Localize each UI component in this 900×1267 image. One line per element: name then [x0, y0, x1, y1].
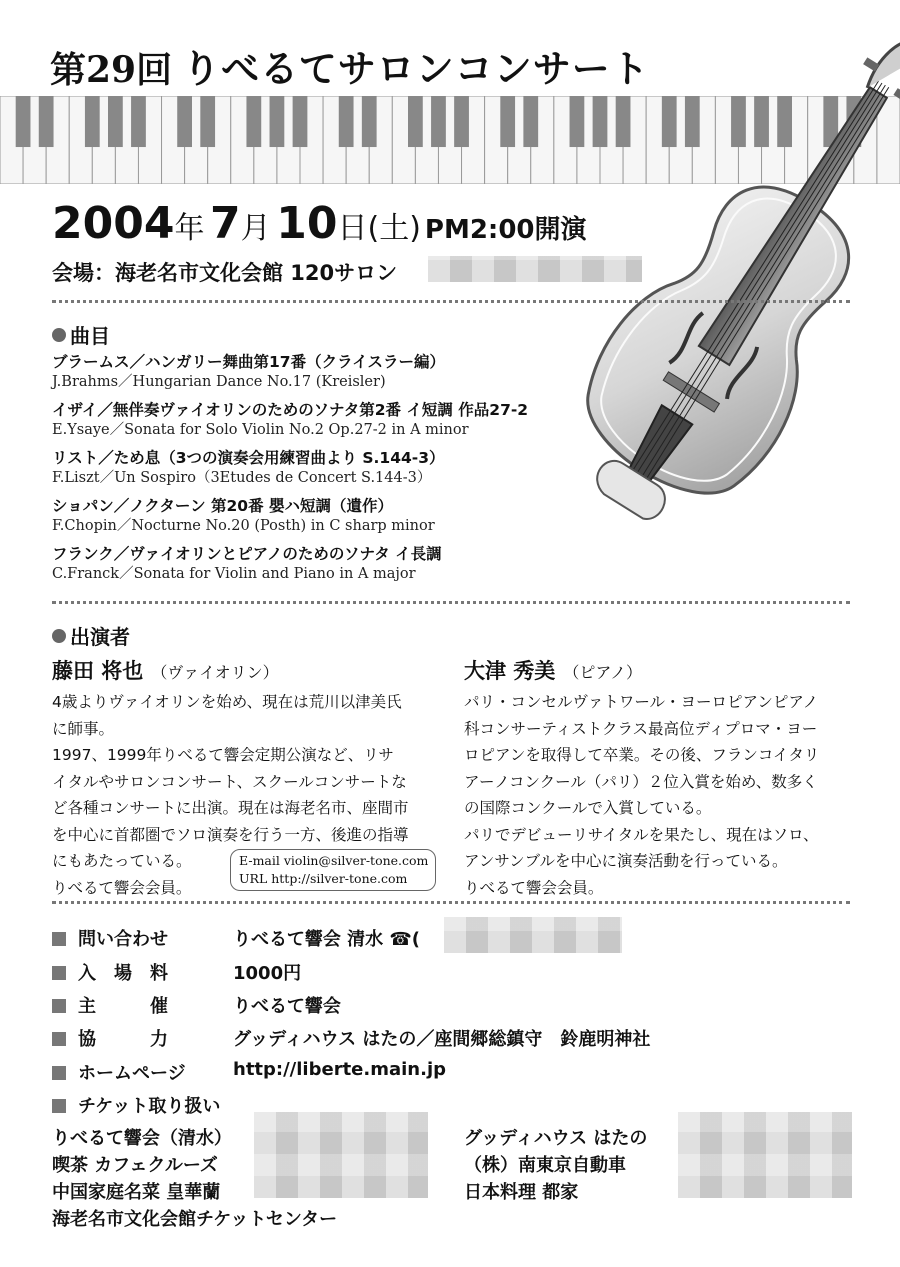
piece-title-en: F.Liszt／Un Sospiro（3Etudes de Concert S.144-3） [52, 470, 432, 486]
black-key [85, 96, 100, 147]
piece-title-jp: ブラームス／ハンガリー舞曲第17番（クライスラー編） [52, 353, 445, 371]
black-key [523, 96, 538, 147]
bio-line: りべるて響会会員。 [464, 878, 604, 897]
url-link[interactable]: URL http://silver-tone.com [239, 871, 408, 886]
black-key [270, 96, 285, 147]
redacted-phone [254, 1112, 428, 1198]
outlet-item: （株）南東京自動車 [464, 1155, 626, 1176]
bio-line: 1997、1999年りべるて響会定期公演など、リサ [52, 746, 394, 764]
piece-title-en: E.Ysaye／Sonata for Solo Violin No.2 Op.27-2 in A minor [52, 422, 469, 438]
black-key [16, 96, 31, 147]
homepage-link[interactable]: http://liberte.main.jp [233, 1059, 446, 1080]
edition-label: 第29回 [50, 49, 173, 91]
organizer-row: 主 催 りべるて響会 [52, 992, 228, 1016]
bio-line: りべるて響会会員。 [52, 878, 192, 897]
piece-title-jp: フランク／ヴァイオリンとピアノのためのソナタ イ長調 [52, 545, 442, 563]
black-key [339, 96, 354, 147]
program-heading: 曲目 [52, 320, 110, 349]
outlet-item: りべるて響会（清水） [52, 1128, 232, 1149]
date-year-suffix: 年 [174, 211, 205, 246]
black-key [362, 96, 377, 147]
outlet-item: 日本料理 都家 [464, 1182, 579, 1203]
bio-line: 4歳よりヴァイオリンを始め、現在は荒川以津美氏 [52, 693, 402, 711]
outlet-item: 喫茶 カフェクルーズ [52, 1155, 218, 1176]
performers-heading: 出演者 [52, 621, 130, 650]
bio-line: イタルやサロンコンサート、スクールコンサートな [52, 772, 407, 791]
black-key [293, 96, 308, 147]
bullet-icon [52, 328, 66, 342]
inquiry-value: りべるて響会 清水 ☎( [233, 929, 420, 950]
support-value: グッディハウス はたの／座間郷総鎮守 鈴鹿明神社 [233, 1029, 651, 1050]
email-link[interactable]: E-mail violin@silver-tone.com [239, 853, 429, 868]
black-key [500, 96, 515, 147]
pianist-bio [464, 689, 864, 901]
bio-line: に師事。 [52, 719, 115, 738]
program-list [52, 352, 612, 592]
bullet-icon [52, 629, 66, 643]
divider [52, 300, 850, 303]
outlet-item: グッディハウス はたの [464, 1128, 648, 1149]
outlet-item: 中国家庭名菜 皇華蘭 [52, 1182, 221, 1203]
redacted-phone [428, 256, 642, 282]
bio-line: 科コンサーティストクラス最高位ディプロマ・ヨー [464, 719, 818, 738]
black-key [108, 96, 123, 147]
pianist-role: （ピアノ） [563, 663, 643, 682]
piece-title-jp: リスト／ため息（3つの演奏会用練習曲より S.144-3） [52, 449, 445, 467]
piece-title-jp: イザイ／無伴奏ヴァイオリンのためのソナタ第2番 イ短調 作品27-2 [52, 401, 529, 419]
divider [52, 601, 850, 604]
redacted-phone [678, 1112, 852, 1198]
piece-title-jp: ショパン／ノクターン 第20番 嬰ハ短調（遺作） [52, 497, 393, 515]
homepage-row: ホームページ http://liberte.main.jp [52, 1059, 228, 1083]
black-key [454, 96, 469, 147]
title-text: りべるてサロンコンサート [182, 47, 650, 91]
bio-line: を中心に首都圏でソロ演奏を行う一方、後進の指導 [52, 825, 409, 844]
support-row: 協 力 グッディハウス はたの／座間郷総鎮守 鈴鹿明神社 [52, 1025, 228, 1049]
bio-line: にもあたっている。 [52, 852, 192, 870]
piece-title-en: J.Brahms／Hungarian Dance No.17 (Kreisler) [52, 374, 386, 390]
date-year: 2004 [52, 198, 175, 249]
inquiry-row: 問い合わせ りべるて響会 清水 ☎( [52, 925, 228, 949]
date-month: 7 [210, 198, 241, 249]
piece-title-en: C.Franck／Sonata for Violin and Piano in A major [52, 566, 416, 582]
pianist-name: 大津 秀美 （ピアノ） [464, 658, 643, 683]
start-time: PM2:00開演 [424, 215, 587, 245]
date-day-suffix: 日(土) [337, 211, 421, 246]
date-month-suffix: 月 [240, 211, 271, 246]
contact-box [230, 849, 436, 891]
divider [52, 901, 850, 904]
outlet-item: 海老名市文化会館チケットセンター [52, 1209, 338, 1230]
bio-line: パリ・コンセルヴァトワール・ヨーロピアンピアノ [464, 693, 819, 711]
piece-title-en: F.Chopin／Nocturne No.20 (Posth) in C sharp minor [52, 518, 435, 534]
fee-value: 1000円 [233, 963, 302, 984]
black-key [246, 96, 261, 147]
black-key [200, 96, 215, 147]
organizer-value: りべるて響会 [233, 996, 341, 1017]
bio-line: パリでデビューリサイタルを果たし、現在はソロ、 [464, 825, 819, 844]
black-key [177, 96, 192, 147]
bio-line: アンサンブルを中心に演奏活動を行っている。 [464, 852, 788, 870]
violinist-name: 藤田 将也 （ヴァイオリン） [52, 658, 279, 683]
violinist-role: （ヴァイオリン） [151, 663, 279, 682]
black-key [131, 96, 146, 147]
event-date [52, 198, 587, 249]
black-key [408, 96, 423, 147]
black-key [431, 96, 446, 147]
venue-text: 会場：海老名市文化会館 120サロン [52, 261, 398, 285]
black-key [39, 96, 54, 147]
bio-line: アーノコンクール（パリ）２位入賞を始め、数多く [464, 772, 818, 791]
tickets-row: チケット取り扱い [52, 1092, 228, 1116]
bio-line: ど各種コンサートに出演。現在は海老名市、座間市 [52, 799, 409, 817]
bio-line: ロピアンを取得して卒業。その後、フランコイタリ [464, 746, 820, 764]
redacted-phone [444, 917, 622, 953]
bio-line: の国際コンクールで入賞している。 [464, 799, 712, 817]
date-day: 10 [276, 198, 338, 249]
fee-row: 入 場 料 1000円 [52, 959, 228, 983]
